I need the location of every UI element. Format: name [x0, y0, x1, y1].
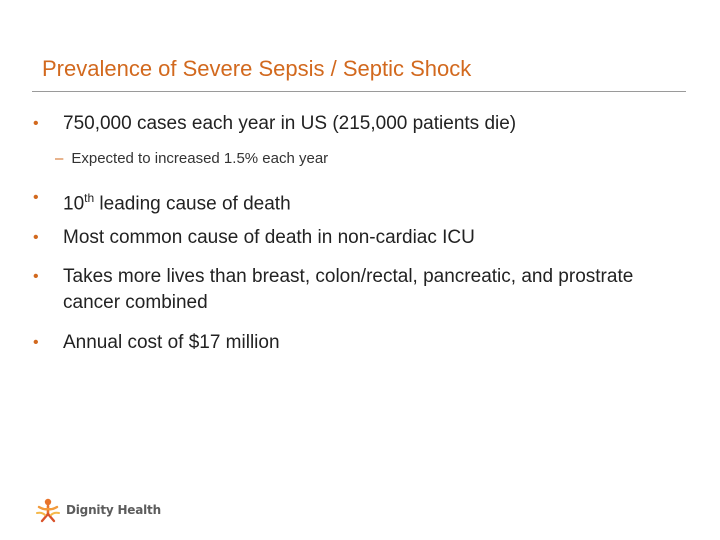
sub-bullet-text-1: Expected to increased 1.5% each year: [71, 150, 329, 167]
bullet-text-5: Annual cost of $17 million: [63, 332, 280, 353]
bullet-text-2: [33, 185, 663, 217]
bullet-2-number: 10: [63, 193, 85, 215]
dignity-health-figure-icon: [35, 497, 61, 523]
bullet-icon: •: [33, 268, 39, 285]
bullet-icon: •: [33, 334, 39, 351]
bullet-item-1: [33, 111, 663, 137]
slide-title: Prevalence of Severe Sepsis / Septic Shock: [42, 56, 472, 81]
bullet-item-5: [33, 330, 663, 356]
bullet-icon: •: [33, 189, 39, 206]
bullet-icon: •: [33, 115, 39, 132]
bullet-2-suffix: leading cause of death: [94, 193, 291, 215]
bullet-text-4: Takes more lives than breast, colon/rectal, pancreatic, and prostrate cancer combined: [63, 266, 634, 313]
logo-text: Dignity Health: [66, 503, 161, 517]
title-underline: [32, 91, 686, 92]
bullet-item-2: [33, 185, 663, 217]
sub-bullet-item-1: [55, 148, 328, 170]
bullet-item-3: [33, 225, 663, 251]
bullet-text-1: 750,000 cases each year in US (215,000 patients die): [63, 113, 517, 134]
bullet-text-3: Most common cause of death in non-cardiac ICU: [63, 227, 475, 248]
bullet-item-4: [33, 264, 643, 316]
dash-icon: –: [55, 150, 64, 167]
bullet-icon: •: [33, 229, 39, 246]
bullet-2-superscript: th: [84, 191, 95, 205]
dignity-health-logo: [35, 497, 161, 523]
